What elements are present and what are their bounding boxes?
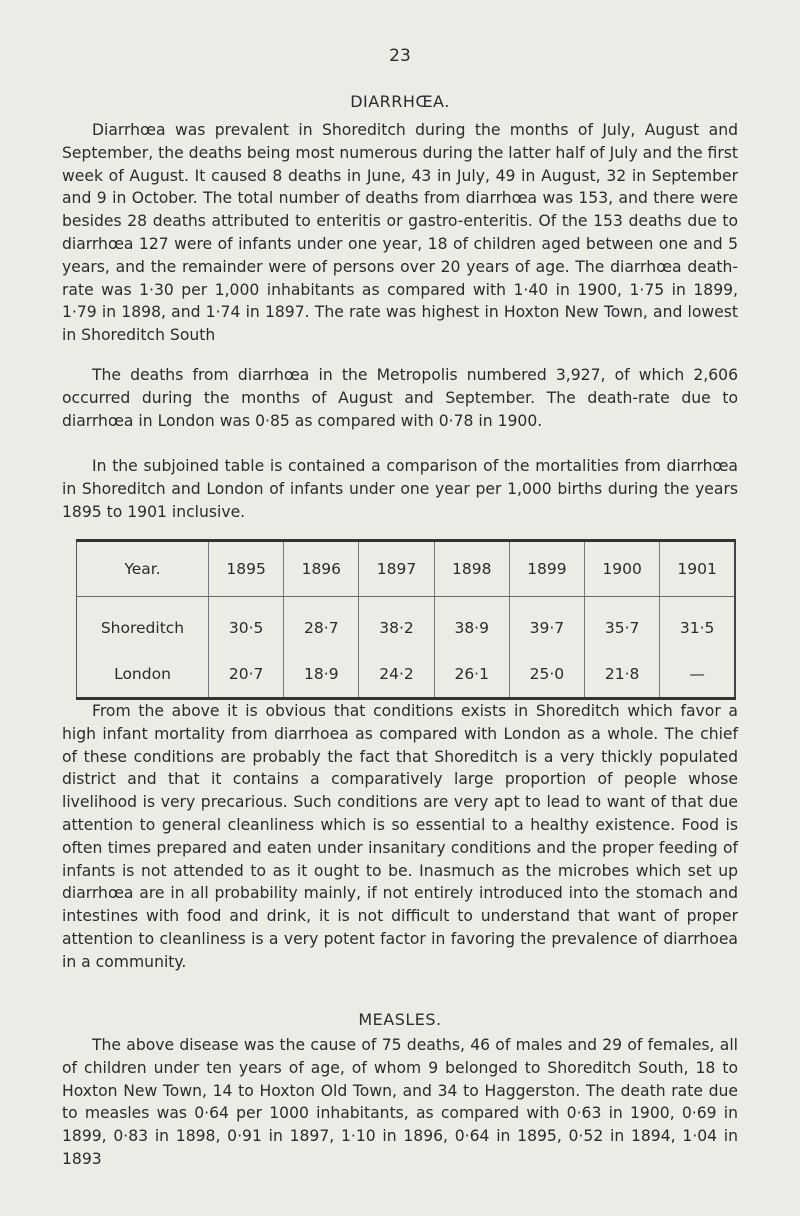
table-cell: 24·2 bbox=[359, 651, 434, 699]
table-header-cell: Year. bbox=[77, 541, 209, 597]
table-cell: London bbox=[114, 665, 171, 683]
table-header-cell: 1895 bbox=[209, 541, 284, 597]
table-cell: 20·7 bbox=[209, 651, 284, 699]
table-cell: 21·8 bbox=[585, 651, 660, 699]
mortality-comparison-table bbox=[76, 539, 736, 700]
table-cell: 28·7 bbox=[284, 597, 359, 652]
table-row bbox=[77, 597, 736, 652]
table-header-cell: 1900 bbox=[585, 541, 660, 597]
table-header-cell: 1899 bbox=[509, 541, 584, 597]
table-row bbox=[77, 651, 736, 699]
diarrhoea-heading: DIARRHŒA. bbox=[350, 92, 450, 111]
table-cell: 35·7 bbox=[585, 597, 660, 652]
table-header-cell: 1896 bbox=[284, 541, 359, 597]
table-header-cell: 1897 bbox=[359, 541, 434, 597]
table-cell: 39·7 bbox=[509, 597, 584, 652]
table-cell: 26·1 bbox=[434, 651, 509, 699]
table-cell: Shoreditch bbox=[100, 619, 185, 637]
diarrhoea-paragraph-2: The deaths from diarrhœa in the Metropolis numbered 3,927, of which 2,606 occurred during the months of August and September. The death-rate due to diarrhœa in London was 0·85 as compared with 0·78 in 1900. bbox=[62, 366, 738, 430]
diarrhoea-paragraph-1: Diarrhœa was prevalent in Shoreditch during the months of July, August and September, the deaths being most numerous during the latter half of July and the first week of August. It caused 8 deaths in June, 43 in July, 49 in August, 32 in September and 9 in October. The total number of deaths from diarrhœa was 153, and there were besides 28 deaths attributed to enteritis or gastro-enteritis. Of the 153 deaths due to diarrhœa 127 were of infants under one year, 18 of children aged between one and 5 years, and the remainder were of persons over 20 years of age. The diarrhœa death-rate was 1·30 per 1,000 inhabitants as compared with 1·40 in 1900, 1·75 in 1899, 1·79 in 1898, and 1·74 in 1897. The rate was highest in Hoxton New Town, and lowest in Shoreditch South bbox=[62, 121, 738, 345]
table-cell: 38·9 bbox=[434, 597, 509, 652]
page-number: 23 bbox=[389, 46, 411, 66]
table-cell: 25·0 bbox=[509, 651, 584, 699]
table-cell: 38·2 bbox=[359, 597, 434, 652]
table-cell: 18·9 bbox=[284, 651, 359, 699]
diarrhoea-paragraph-3: In the subjoined table is contained a comparison of the mortalities from diarrhœa in Shoreditch and London of infants under one year per 1,000 births during the years 1895 to 1901 inclusive. bbox=[62, 457, 738, 521]
measles-paragraph-1: The above disease was the cause of 75 deaths, 46 of males and 29 of females, all of children under ten years of age, of whom 9 belonged to Shoreditch South, 18 to Hoxton New Town, 14 to Hoxton Old Town, and 34 to Haggerston. The death rate due to measles was 0·64 per 1000 inhabitants, as compared with 0·63 in 1900, 0·69 in 1899, 0·83 in 1898, 0·91 in 1897, 1·10 in 1896, 0·64 in 1895, 0·52 in 1894, 1·04 in 1893 bbox=[62, 1036, 738, 1168]
table-cell: — bbox=[660, 651, 735, 699]
table-header-cell: 1898 bbox=[434, 541, 509, 597]
measles-heading: MEASLES. bbox=[358, 1010, 442, 1029]
diarrhoea-paragraph-4: From the above it is obvious that conditions exists in Shoreditch which favor a high infant mortality from diarrhoea as compared with London as a whole. The chief of these conditions are probably the fact that Shoreditch is a very thickly populated district and that it contains a comparatively large proportion of people whose livelihood is very precarious. Such conditions are very apt to lead to want of that due attention to general cleanliness which is so essential to a healthy existence. Food is often times prepared and eaten under insanitary conditions and the proper feeding of infants is not attended to as it ought to be. Inasmuch as the microbes which set up diarrhœa are in all probability mainly, if not entirely introduced into the stomach and intestines with food and drink, it is not difficult to understand that want of proper attention to cleanliness is a very potent factor in favoring the prevalence of diarrhoea in a community. bbox=[62, 702, 738, 971]
table-cell: 31·5 bbox=[660, 597, 735, 652]
table-header-row bbox=[77, 541, 736, 597]
table-cell: 30·5 bbox=[209, 597, 284, 652]
table-header-cell: 1901 bbox=[660, 541, 735, 597]
